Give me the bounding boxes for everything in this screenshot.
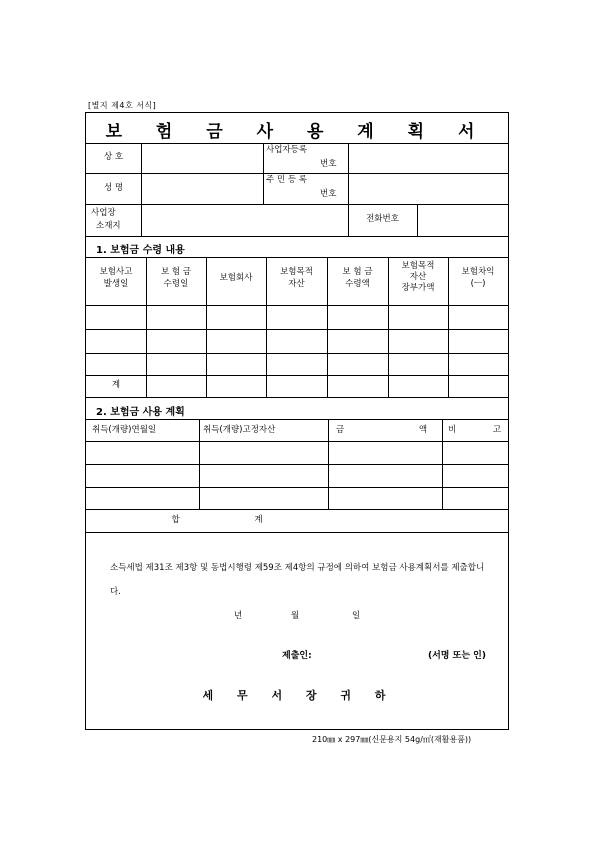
rule [86,236,508,237]
rule [86,509,508,510]
rule [86,397,508,398]
s1-col4-header: 자산 [288,279,305,289]
addressee: 세 무 서 장 귀 하 [202,689,392,702]
label-biz-addr: 사업장 [91,208,116,218]
date-day: 일 [352,611,361,621]
rule [86,487,508,488]
signature-note: (서명 또는 인) [428,651,486,661]
rule [86,441,508,442]
s2-col1-header: 취득(개량)연월일 [92,425,157,435]
rule [86,532,508,533]
rule [146,257,147,397]
label-resident-no: 주 민 등 록 [266,175,307,185]
label-biz-reg-no-suffix: 번호 [320,159,337,169]
rule [86,305,508,306]
rule [86,173,508,174]
s1-col6-header: 보험목적 [401,261,435,271]
rule [86,204,508,205]
form-code: [별지 제4호 서식] [88,101,157,110]
rule [328,419,329,509]
s1-col5-header: 수령액 [345,279,370,289]
s1-col2-header: 수령일 [163,279,189,289]
date-year: 년 [234,611,243,621]
s1-col3-header: 보험회사 [219,273,253,283]
rule [86,464,508,465]
s2-col4-header: 비 고 [448,425,502,435]
rule [327,257,328,397]
s1-total-label: 계 [111,380,121,390]
label-name: 성 명 [103,183,124,193]
s1-col5-header: 보 험 금 [342,267,373,277]
rule [417,204,418,236]
section1-heading: 1. 보험금 수령 내용 [96,245,185,256]
submitter-label: 제출인: [282,651,312,661]
date-month: 월 [291,611,300,621]
rule [86,257,508,258]
label-trade-name: 상 호 [103,152,124,162]
rule [86,353,508,354]
label-biz-reg-no: 사업자등록 [266,145,308,155]
label-resident-no-suffix: 번호 [320,189,337,199]
rule [199,419,200,509]
s1-col1-header: 발생일 [103,279,129,289]
rule [86,329,508,330]
s1-col6-header: 자산 [409,272,427,282]
s1-col4-header: 보험목적 [280,267,313,277]
rule [442,419,443,509]
s2-total-label: 합 계 [171,515,263,525]
s2-col2-header: 취득(개량)고정자산 [203,425,276,435]
s1-col2-header: 보 험 금 [160,267,192,277]
declaration-text: 소득세법 제31조 제3항 및 동법시행령 제59조 제4항의 규정에 의하여 보험금 사용계획서를 제출합니다. [110,563,485,597]
s1-col7-header: (ㅡ) [470,279,486,289]
label-phone: 전화번호 [366,214,399,224]
label-biz-addr-suffix: 소재지 [96,221,121,231]
section2-heading: 2. 보험금 사용 계획 [96,407,185,418]
rule [266,257,267,397]
rule [448,257,449,397]
rule [86,143,508,144]
paper-spec: 210㎜ x 297㎜(신문용지 54g/㎡(재활용품)) [312,735,472,744]
rule [86,419,508,420]
rule [141,143,142,236]
s1-col7-header: 보험차익 [461,267,495,277]
form-title: 보 험 금 사 용 계 획 서 [105,122,489,142]
s1-col6-header: 장부가액 [401,283,435,293]
rule [86,375,508,376]
s2-col3-header: 금 액 [336,425,428,435]
rule [348,143,349,204]
insurance-usage-plan-form [85,112,509,730]
rule [263,143,264,204]
s1-col1-header: 보험사고 [99,267,133,277]
